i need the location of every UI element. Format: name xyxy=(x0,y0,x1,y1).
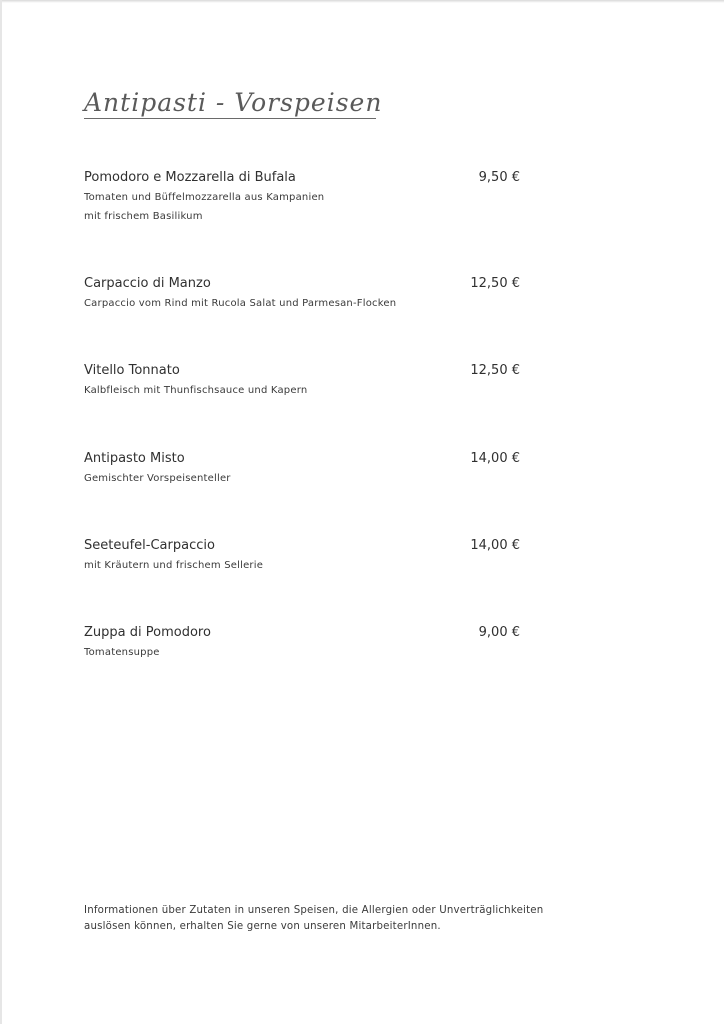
menu-item-description xyxy=(84,643,520,662)
menu-item-price: 12,50 € xyxy=(470,363,520,378)
menu-item-name: Carpaccio di Manzo xyxy=(84,276,211,291)
menu-item-price: 14,00 € xyxy=(470,538,520,553)
menu-item-name: Vitello Tonnato xyxy=(84,363,180,378)
menu-item-description xyxy=(84,294,520,313)
menu-item xyxy=(84,170,520,226)
menu-item xyxy=(84,276,520,313)
menu-item-description xyxy=(84,381,520,400)
menu-item xyxy=(84,625,520,662)
menu-item-description-line: mit Kräutern und frischem Sellerie xyxy=(84,560,264,571)
menu-item-description-line: Gemischter Vorspeisenteller xyxy=(84,473,231,484)
menu-item-name: Pomodoro e Mozzarella di Bufala xyxy=(84,170,296,185)
menu-item-price: 9,50 € xyxy=(478,170,520,185)
menu-item-description-line: Carpaccio vom Rind mit Rucola Salat und Parmesan-Flocken xyxy=(84,298,397,309)
allergen-info-line: auslösen können, erhalten Sie gerne von unseren MitarbeiterInnen. xyxy=(84,921,441,932)
menu-item-price: 14,00 € xyxy=(470,451,520,466)
menu-item-description xyxy=(84,188,520,226)
menu-item-price: 12,50 € xyxy=(470,276,520,291)
scan-left-edge xyxy=(0,0,2,1024)
menu-item-name: Seeteufel-Carpaccio xyxy=(84,538,215,553)
menu-item-description-line: mit frischem Basilikum xyxy=(84,211,203,222)
menu-item xyxy=(84,538,520,575)
allergen-info-note xyxy=(84,903,564,935)
menu-item-price: 9,00 € xyxy=(478,625,520,640)
menu-item-name: Antipasto Misto xyxy=(84,451,185,466)
menu-item-description-line: Tomaten und Büffelmozzarella aus Kampanien xyxy=(84,192,325,203)
menu-section-title: Antipasti - Vorspeisen xyxy=(84,88,383,117)
menu-item-name: Zuppa di Pomodoro xyxy=(84,625,211,640)
menu-item-description xyxy=(84,469,520,488)
title-underline xyxy=(84,118,376,119)
scan-top-edge xyxy=(0,0,724,3)
menu-item-description-line: Tomatensuppe xyxy=(84,647,160,658)
menu-item xyxy=(84,363,520,400)
menu-item-description xyxy=(84,556,520,575)
menu-item xyxy=(84,451,520,488)
menu-item-description-line: Kalbfleisch mit Thunfischsauce und Kapern xyxy=(84,385,308,396)
allergen-info-line: Informationen über Zutaten in unseren Speisen, die Allergien oder Unverträglichkeiten xyxy=(84,905,544,916)
